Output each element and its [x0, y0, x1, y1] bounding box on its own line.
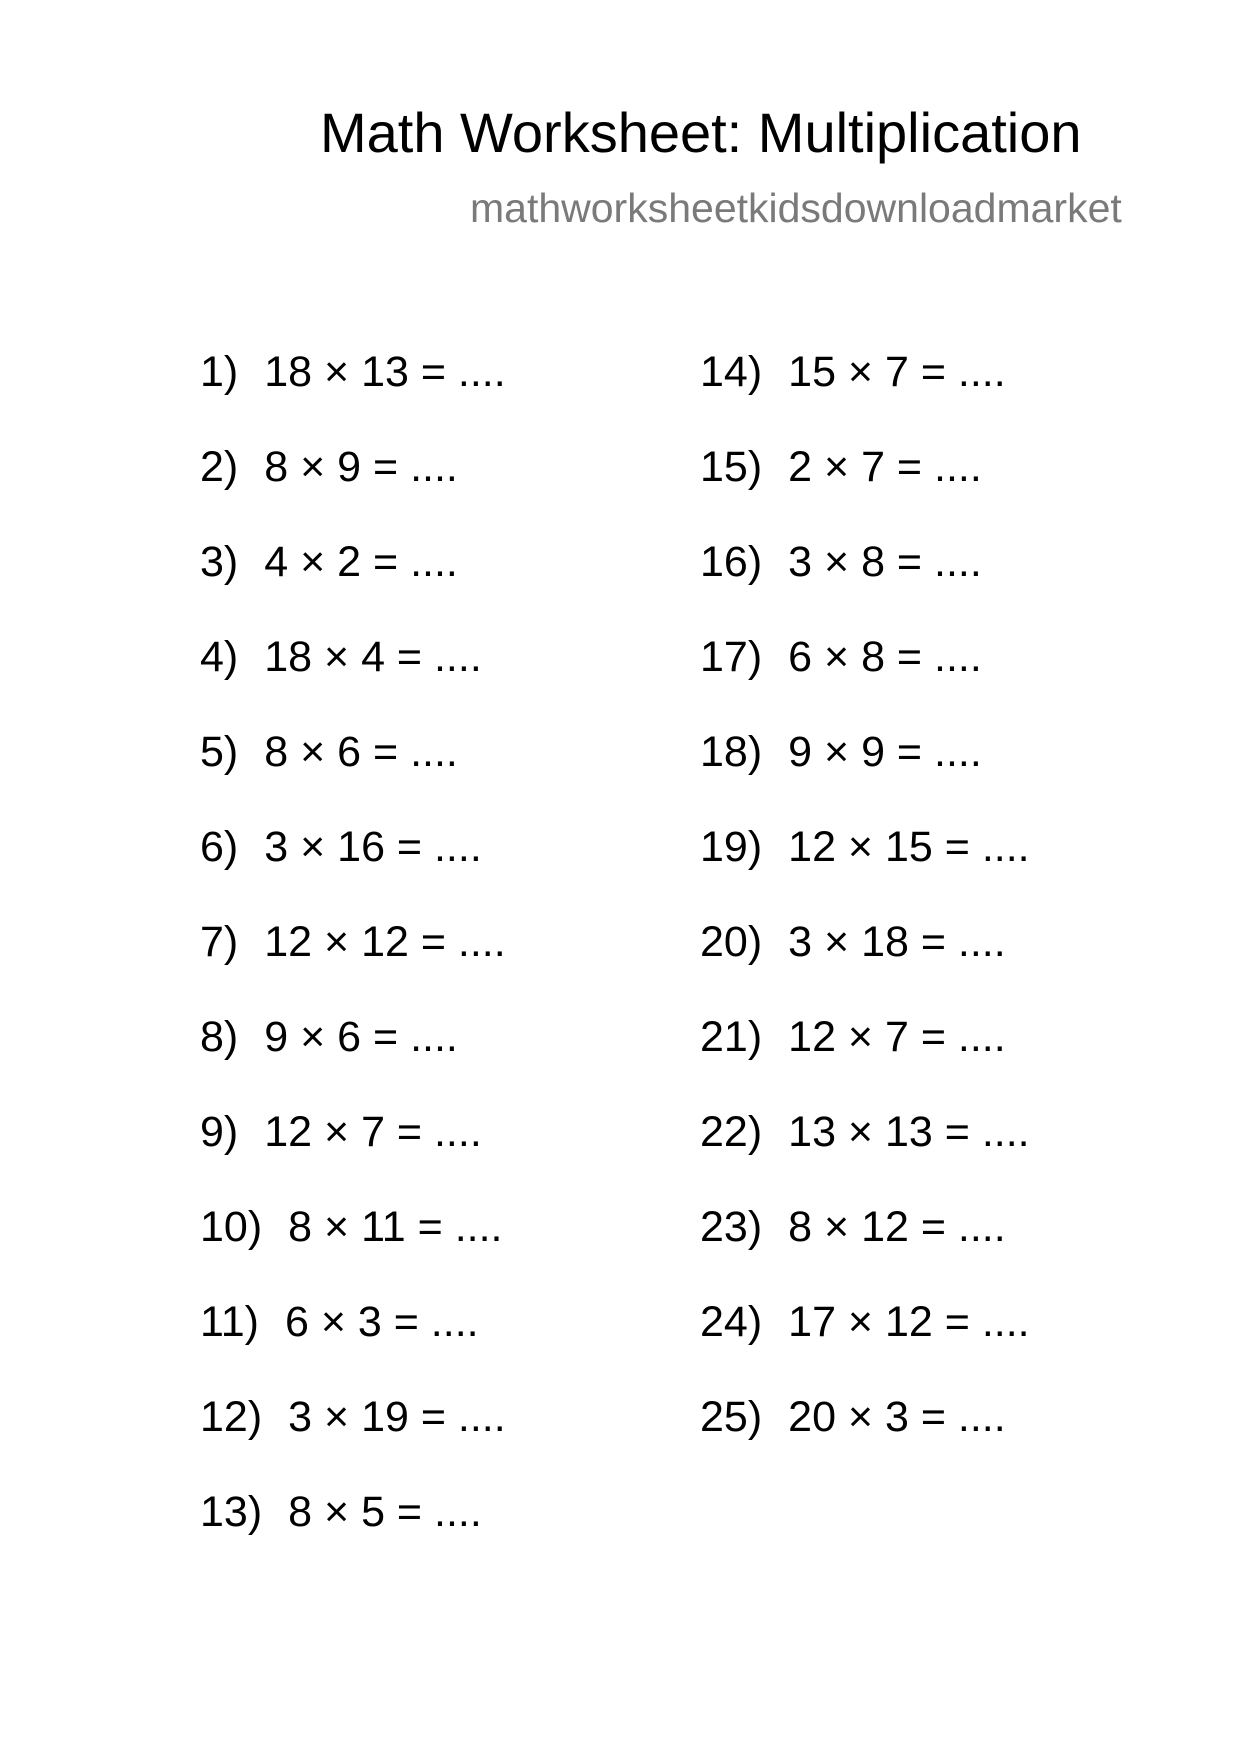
problem-number: 17)	[700, 633, 763, 681]
problem-item	[200, 1201, 720, 1296]
problem-number: 16)	[700, 538, 763, 586]
problem-number: 14)	[700, 348, 763, 396]
problem-expression: 3 × 16 = ....	[264, 823, 482, 871]
problem-expression: 17 × 12 = ....	[788, 1298, 1030, 1346]
problem-number: 13)	[200, 1488, 263, 1536]
problem-number: 7)	[200, 918, 239, 966]
page-subtitle: mathworksheetkidsdownloadmarket	[470, 185, 1122, 231]
problem-item	[700, 631, 1220, 726]
problem-item	[200, 916, 720, 1011]
problem-number: 11)	[200, 1298, 259, 1346]
problem-number: 3)	[200, 538, 239, 586]
problem-item	[200, 631, 720, 726]
problem-expression: 15 × 7 = ....	[788, 348, 1006, 396]
problem-item	[700, 1201, 1220, 1296]
problem-expression: 2 × 7 = ....	[788, 443, 982, 491]
problem-expression: 9 × 6 = ....	[264, 1013, 458, 1061]
problem-item	[200, 1011, 720, 1106]
problem-number: 4)	[200, 633, 239, 681]
problem-item	[700, 916, 1220, 1011]
problem-number: 20)	[700, 918, 763, 966]
problem-expression: 9 × 9 = ....	[788, 728, 982, 776]
problem-item	[700, 1106, 1220, 1201]
problem-expression: 20 × 3 = ....	[788, 1393, 1006, 1441]
problem-expression: 8 × 6 = ....	[264, 728, 458, 776]
problem-expression: 6 × 8 = ....	[788, 633, 982, 681]
problem-expression: 8 × 9 = ....	[264, 443, 458, 491]
problem-expression: 12 × 12 = ....	[264, 918, 506, 966]
problem-number: 22)	[700, 1108, 763, 1156]
problem-item	[700, 536, 1220, 631]
problem-item	[700, 346, 1220, 441]
problem-item	[700, 1391, 1220, 1486]
problem-expression: 12 × 7 = ....	[264, 1108, 482, 1156]
problem-item	[700, 726, 1220, 821]
problem-item	[200, 441, 720, 536]
problem-item	[200, 1486, 720, 1581]
problem-item	[200, 536, 720, 631]
problem-number: 5)	[200, 728, 239, 776]
problem-column-left	[200, 346, 720, 1581]
problem-expression: 8 × 11 = ....	[288, 1203, 503, 1251]
problem-item	[200, 1391, 720, 1486]
problem-expression: 3 × 19 = ....	[288, 1393, 506, 1441]
problem-number: 6)	[200, 823, 239, 871]
problem-expression: 3 × 8 = ....	[788, 538, 982, 586]
problem-number: 9)	[200, 1108, 239, 1156]
problem-item	[700, 821, 1220, 916]
problem-number: 15)	[700, 443, 763, 491]
problem-number: 2)	[200, 443, 239, 491]
problem-number: 1)	[200, 348, 239, 396]
problem-expression: 12 × 7 = ....	[788, 1013, 1006, 1061]
problem-item	[200, 821, 720, 916]
problem-number: 24)	[700, 1298, 763, 1346]
problem-item	[700, 441, 1220, 536]
problem-number: 19)	[700, 823, 763, 871]
page-title: Math Worksheet: Multiplication	[320, 101, 1082, 164]
problem-expression: 8 × 5 = ....	[288, 1488, 482, 1536]
problem-number: 8)	[200, 1013, 239, 1061]
problem-item	[200, 1296, 720, 1391]
problem-item	[200, 346, 720, 441]
problem-expression: 12 × 15 = ....	[788, 823, 1030, 871]
problem-number: 12)	[200, 1393, 263, 1441]
problem-item	[200, 726, 720, 821]
problem-expression: 18 × 4 = ....	[264, 633, 482, 681]
problem-expression: 8 × 12 = ....	[788, 1203, 1006, 1251]
problem-item	[700, 1296, 1220, 1391]
problem-number: 21)	[700, 1013, 763, 1061]
problem-expression: 13 × 13 = ....	[788, 1108, 1030, 1156]
problem-number: 25)	[700, 1393, 763, 1441]
problem-expression: 3 × 18 = ....	[788, 918, 1006, 966]
problem-number: 23)	[700, 1203, 763, 1251]
problem-column-right	[700, 346, 1220, 1486]
problem-expression: 6 × 3 = ....	[284, 1298, 479, 1346]
problem-item	[200, 1106, 720, 1201]
problem-expression: 18 × 13 = ....	[264, 348, 506, 396]
problem-number: 18)	[700, 728, 763, 776]
problem-item	[700, 1011, 1220, 1106]
problem-expression: 4 × 2 = ....	[264, 538, 458, 586]
problem-number: 10)	[200, 1203, 263, 1251]
